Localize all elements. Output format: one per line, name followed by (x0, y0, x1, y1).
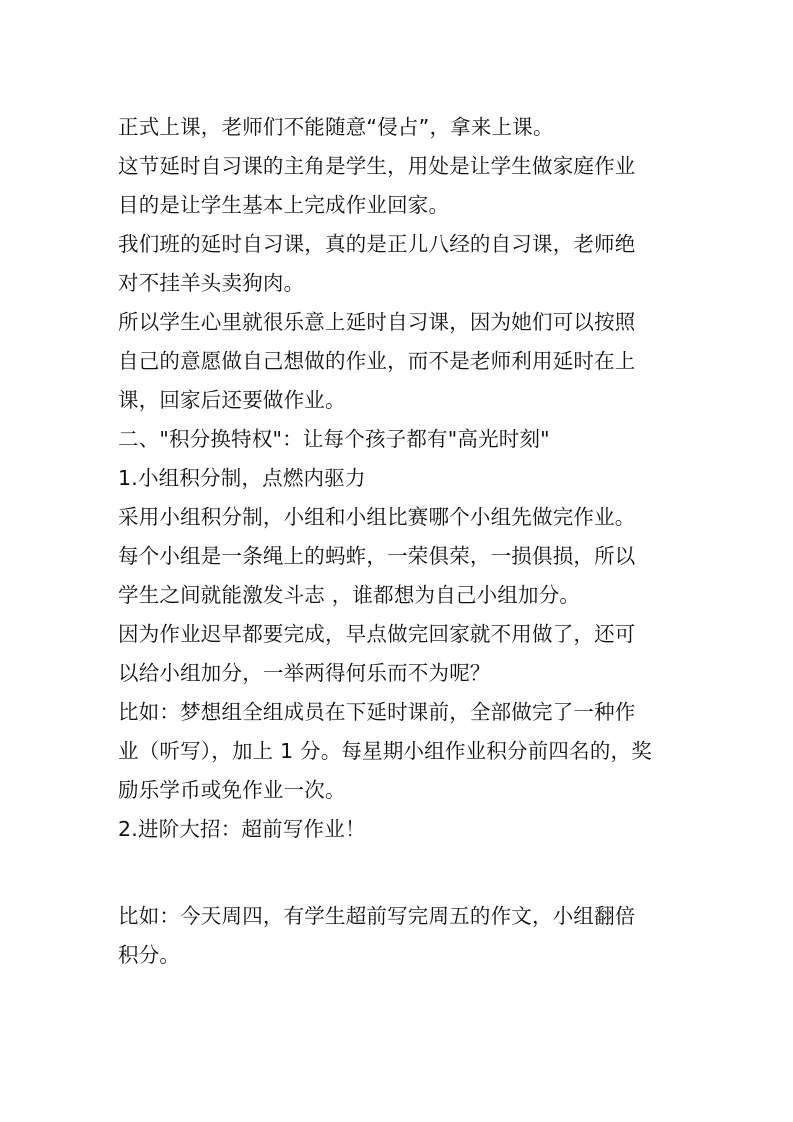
paragraph-line: 比如：今天周四，有学生超前写完周五的作文，小组翻倍 (118, 904, 636, 928)
paragraph-line: 因为作业迟早都要完成，早点做完回家就不用做了，还可 (118, 622, 636, 646)
paragraph-line: 业（听写），加上 1 分。每星期小组作业积分前四名的，奖 (118, 739, 652, 763)
blank-line (118, 849, 688, 897)
paragraph-line: 课，回家后还要做作业。 (118, 388, 346, 412)
document-body (118, 108, 688, 975)
paragraph-line: 我们班的延时自习课，真的是正儿八经的自习课，老师绝 (118, 232, 636, 256)
paragraph-line: 以给小组加分，一举两得何乐而不为呢？ (118, 661, 491, 685)
paragraph-line: 目的是让学生基本上完成作业回家。 (118, 193, 450, 217)
paragraph-line: 自己的意愿做自己想做的作业，而不是老师利用延时在上 (118, 349, 636, 373)
paragraph-line: 采用小组积分制，小组和小组比赛哪个小组先做完作业。 (118, 505, 636, 529)
paragraph-line: 积分。 (118, 943, 181, 967)
paragraph-line: 学生之间就能激发斗志 ，谁都想为自己小组加分。 (118, 583, 581, 607)
paragraph-line: 所以学生心里就很乐意上延时自习课，因为她们可以按照 (118, 310, 636, 334)
paragraph-line: 比如：梦想组全组成员在下延时课前，全部做完了一种作 (118, 700, 636, 724)
paragraph-line: 正式上课，老师们不能随意“侵占”，拿来上课。 (118, 115, 554, 139)
paragraph-line: 对不挂羊头卖狗肉。 (118, 271, 305, 295)
subsection-heading: 2.进阶大招：超前写作业！ (118, 817, 366, 841)
subsection-heading: 1.小组积分制，点燃内驱力 (118, 466, 366, 490)
paragraph-line: 每个小组是一条绳上的蚂蚱，一荣俱荣，一损俱损，所以 (118, 544, 636, 568)
section-heading: 二、"积分换特权"：让每个孩子都有"高光时刻" (118, 427, 550, 451)
paragraph-line: 励乐学币或免作业一次。 (118, 778, 346, 802)
paragraph-line: 这节延时自习课的主角是学生，用处是让学生做家庭作业 (118, 154, 636, 178)
